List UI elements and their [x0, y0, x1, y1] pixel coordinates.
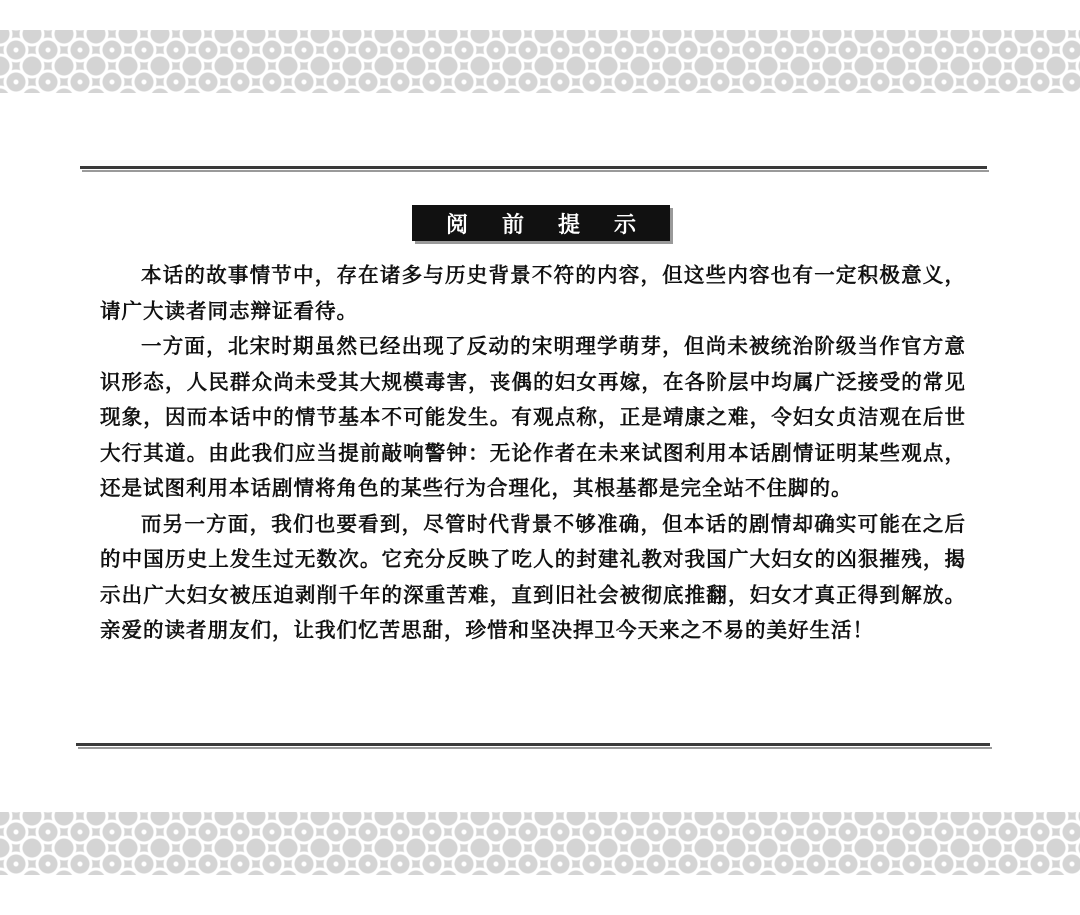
notice-paragraph-1: 本话的故事情节中，存在诸多与历史背景不符的内容，但这些内容也有一定积极意义，请广大读者同志辩证看待。: [100, 263, 966, 323]
bottom-divider-shadow: [78, 747, 992, 749]
top-divider-shadow: [82, 170, 989, 172]
notice-paragraph-2: 一方面，北宋时期虽然已经出现了反动的宋明理学萌芽，但尚未被统治阶级当作官方意识形态，人民群众尚未受其大规模毒害，丧偶的妇女再嫁，在各阶层中均属广泛接受的常见现象，因而本话中的情节基本不可能发生。有观点称，正是靖康之难，令妇女贞洁观在后世大行其道。由此我们应当提前敲响警钟：无论作者在未来试图利用本话剧情证明某些观点，还是试图利用本话剧情将角色的某些行为合理化，其根基都是完全站不住脚的。: [100, 334, 966, 500]
notice-paragraph-3: 而另一方面，我们也要看到，尽管时代背景不够准确，但本话的剧情却确实可能在之后的中国历史上发生过无数次。它充分反映了吃人的封建礼教对我国广大妇女的凶狠摧残，揭示出广大妇女被压迫剥削千年的深重苦难，直到旧社会被彻底推翻，妇女才真正得到解放。亲爱的读者朋友们，让我们忆苦思甜，珍惜和坚决捍卫今天来之不易的美好生活！: [100, 511, 966, 642]
decorative-pattern-band-top: [0, 30, 1080, 93]
decorative-pattern-band-bottom: [0, 812, 1080, 875]
notice-body: [100, 258, 966, 649]
top-divider: [80, 166, 987, 169]
notice-title: 阅前提示: [412, 205, 670, 241]
bottom-divider: [76, 743, 990, 746]
